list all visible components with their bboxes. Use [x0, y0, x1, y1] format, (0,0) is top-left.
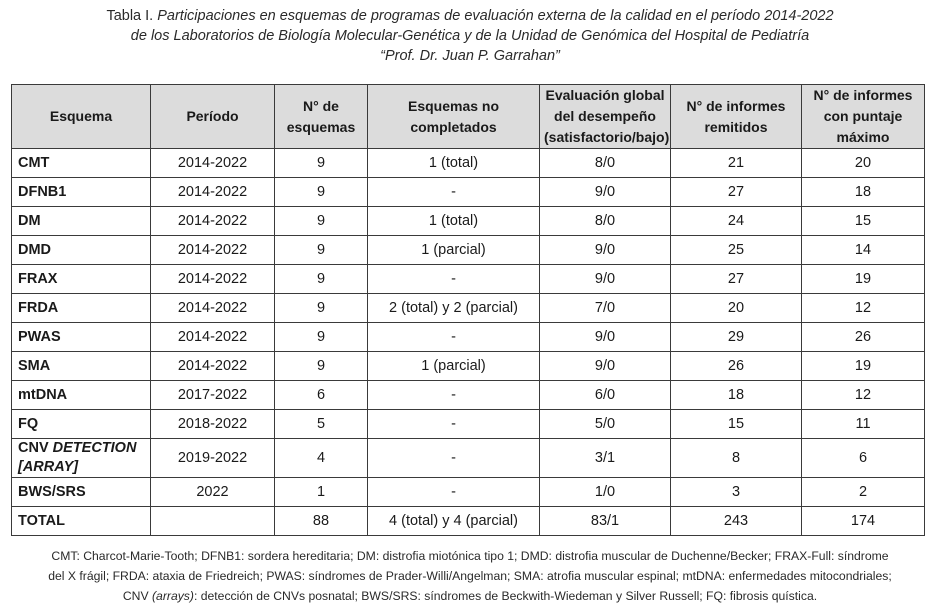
- cell-scheme: DM: [12, 207, 151, 236]
- table-row: [12, 236, 925, 265]
- header-scheme: Esquema: [12, 85, 151, 149]
- cell-incomplete: -: [368, 410, 540, 439]
- table-row: [12, 352, 925, 381]
- cell-scheme: FQ: [12, 410, 151, 439]
- cell-global-eval: 8/0: [540, 207, 671, 236]
- cell-global-eval: 6/0: [540, 381, 671, 410]
- cell-reports-sent: 243: [671, 507, 802, 536]
- table-row: [12, 178, 925, 207]
- cell-max-score: 14: [802, 236, 925, 265]
- cell-num-schemes: 9: [275, 149, 368, 178]
- header-period: Período: [151, 85, 275, 149]
- cell-incomplete: 1 (parcial): [368, 352, 540, 381]
- cell-global-eval: 7/0: [540, 294, 671, 323]
- table-row: [12, 323, 925, 352]
- cell-max-score: 174: [802, 507, 925, 536]
- footnote-line-2: del X frágil; FRDA: ataxia de Friedreich; PWAS: síndromes de Prader-Willi/Angelman; SMA: atrofia muscular espinal; mtDNA: enfermedades mitocondriales;: [48, 569, 892, 583]
- cell-reports-sent: 26: [671, 352, 802, 381]
- table-caption: [0, 6, 940, 66]
- cell-period: 2018-2022: [151, 410, 275, 439]
- caption-line-3: “Prof. Dr. Juan P. Garrahan”: [380, 48, 560, 64]
- cell-num-schemes: 9: [275, 352, 368, 381]
- cell-reports-sent: 29: [671, 323, 802, 352]
- cell-incomplete: -: [368, 265, 540, 294]
- cell-num-schemes: 88: [275, 507, 368, 536]
- table-row-bws: [12, 478, 925, 507]
- cell-incomplete: -: [368, 478, 540, 507]
- cell-global-eval: 9/0: [540, 236, 671, 265]
- caption-label: Tabla I.: [106, 8, 154, 24]
- cell-reports-sent: 25: [671, 236, 802, 265]
- cell-scheme: mtDNA: [12, 381, 151, 410]
- cell-incomplete: -: [368, 178, 540, 207]
- table-row-cnv: [12, 439, 925, 478]
- participation-table: [11, 84, 925, 536]
- cell-max-score: 6: [802, 439, 925, 478]
- cell-period: 2014-2022: [151, 236, 275, 265]
- cell-period: 2019-2022: [151, 439, 275, 478]
- cell-period: 2014-2022: [151, 352, 275, 381]
- header-reports-sent: N° de informes remitidos: [671, 85, 802, 149]
- cell-global-eval: 8/0: [540, 149, 671, 178]
- table-header-row: [12, 85, 925, 149]
- cell-reports-sent: 3: [671, 478, 802, 507]
- cell-reports-sent: 21: [671, 149, 802, 178]
- cell-scheme: CMT: [12, 149, 151, 178]
- cell-period: 2017-2022: [151, 381, 275, 410]
- cell-max-score: 15: [802, 207, 925, 236]
- cell-reports-sent: 24: [671, 207, 802, 236]
- cell-scheme: SMA: [12, 352, 151, 381]
- caption-line-2: de los Laboratorios de Biología Molecular-Genética y de la Unidad de Genómica del Hospital de Pediatría: [130, 28, 810, 44]
- cell-global-eval: 5/0: [540, 410, 671, 439]
- cell-period: 2014-2022: [151, 149, 275, 178]
- cell-max-score: 19: [802, 352, 925, 381]
- cell-incomplete: 4 (total) y 4 (parcial): [368, 507, 540, 536]
- cell-num-schemes: 9: [275, 207, 368, 236]
- cell-max-score: 12: [802, 381, 925, 410]
- table-row-total: [12, 507, 925, 536]
- table-row: [12, 265, 925, 294]
- cell-reports-sent: 15: [671, 410, 802, 439]
- cell-max-score: 18: [802, 178, 925, 207]
- cell-max-score: 26: [802, 323, 925, 352]
- cell-incomplete: -: [368, 381, 540, 410]
- cell-scheme: DMD: [12, 236, 151, 265]
- cell-scheme: PWAS: [12, 323, 151, 352]
- cell-period: 2014-2022: [151, 207, 275, 236]
- cell-num-schemes: 9: [275, 265, 368, 294]
- cell-global-eval: 3/1: [540, 439, 671, 478]
- cell-max-score: 12: [802, 294, 925, 323]
- cell-period: 2022: [151, 478, 275, 507]
- cell-reports-sent: 18: [671, 381, 802, 410]
- cell-period: 2014-2022: [151, 323, 275, 352]
- cell-period: [151, 507, 275, 536]
- cell-global-eval: 1/0: [540, 478, 671, 507]
- cell-max-score: 2: [802, 478, 925, 507]
- cell-global-eval: 9/0: [540, 323, 671, 352]
- table-row: [12, 149, 925, 178]
- cell-period: 2014-2022: [151, 294, 275, 323]
- cell-reports-sent: 27: [671, 178, 802, 207]
- cell-period: 2014-2022: [151, 265, 275, 294]
- cell-max-score: 19: [802, 265, 925, 294]
- cell-scheme: BWS/SRS: [12, 478, 151, 507]
- cell-incomplete: 1 (parcial): [368, 236, 540, 265]
- cell-max-score: 11: [802, 410, 925, 439]
- cell-num-schemes: 5: [275, 410, 368, 439]
- cell-global-eval: 9/0: [540, 178, 671, 207]
- cell-scheme: TOTAL: [12, 507, 151, 536]
- cell-reports-sent: 20: [671, 294, 802, 323]
- cell-scheme: CNV DETECTION [ARRAY]: [12, 439, 151, 478]
- cell-scheme: DFNB1: [12, 178, 151, 207]
- cell-num-schemes: 9: [275, 294, 368, 323]
- caption-title-1: Participaciones en esquemas de programas de evaluación externa de la calidad en el período 2014-2022: [157, 8, 834, 24]
- header-incomplete: Esquemas no completados: [368, 85, 540, 149]
- cell-max-score: 20: [802, 149, 925, 178]
- cell-reports-sent: 8: [671, 439, 802, 478]
- cell-global-eval: 9/0: [540, 352, 671, 381]
- cell-scheme: FRAX: [12, 265, 151, 294]
- header-global-eval: Evaluación global del desempeño (satisfactorio/bajo): [540, 85, 671, 149]
- table-footnote: [0, 546, 940, 606]
- cell-num-schemes: 9: [275, 323, 368, 352]
- cell-num-schemes: 9: [275, 178, 368, 207]
- cell-incomplete: -: [368, 439, 540, 478]
- cell-incomplete: -: [368, 323, 540, 352]
- cell-reports-sent: 27: [671, 265, 802, 294]
- table-row: [12, 294, 925, 323]
- cell-global-eval: 9/0: [540, 265, 671, 294]
- header-num-schemes: N° de esquemas: [275, 85, 368, 149]
- footnote-line-1: CMT: Charcot-Marie-Tooth; DFNB1: sordera hereditaria; DM: distrofia miotónica tipo 1; DMD: distrofia muscular de Duchenne/Becker; FRAX-Full: síndrome: [51, 549, 889, 563]
- cell-period: 2014-2022: [151, 178, 275, 207]
- cell-scheme: FRDA: [12, 294, 151, 323]
- cell-num-schemes: 9: [275, 236, 368, 265]
- table-row: [12, 410, 925, 439]
- cell-incomplete: 1 (total): [368, 207, 540, 236]
- table-row: [12, 381, 925, 410]
- cell-num-schemes: 6: [275, 381, 368, 410]
- caption-line-1: [0, 6, 940, 26]
- footnote-line-3: CNV (arrays): detección de CNVs posnatal; BWS/SRS: síndromes de Beckwith-Wiedeman y Silver Russell; FQ: fibrosis quística.: [122, 589, 818, 603]
- cell-num-schemes: 4: [275, 439, 368, 478]
- cell-incomplete: 1 (total): [368, 149, 540, 178]
- cell-global-eval: 83/1: [540, 507, 671, 536]
- header-max-score: N° de informes con puntaje máximo: [802, 85, 925, 149]
- table-row: [12, 207, 925, 236]
- cell-incomplete: 2 (total) y 2 (parcial): [368, 294, 540, 323]
- cell-num-schemes: 1: [275, 478, 368, 507]
